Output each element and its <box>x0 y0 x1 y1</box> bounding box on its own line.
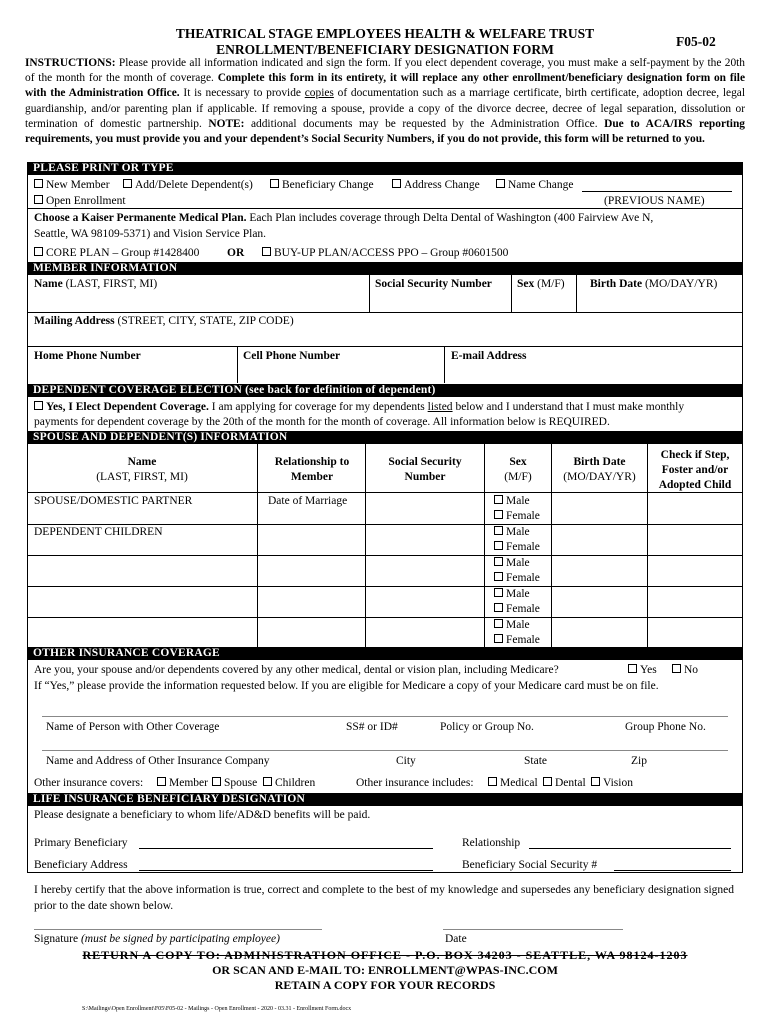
col-header-name-sub: (LAST, FIRST, MI) <box>96 471 188 483</box>
home-phone-label: Home Phone Number <box>34 350 141 362</box>
plan-or-label: OR <box>227 247 245 259</box>
signature-label: Signature (must be signed by participating employee) <box>34 933 280 945</box>
date-of-marriage-label: Date of Marriage <box>268 495 348 507</box>
col-header-step-child: Check if Step, <box>660 449 730 461</box>
other-coverage-line-2[interactable] <box>42 750 728 751</box>
relationship-line[interactable] <box>529 848 731 849</box>
insurance-covers-label: Other insurance covers: <box>34 777 144 789</box>
relationship-label: Relationship <box>462 837 521 849</box>
instructions-replace-note: Complete this form in its entirety, it will replace any other enrollment/beneficiary designation form on file with the Administration Office. <box>25 72 745 100</box>
divider <box>27 586 743 587</box>
life-insurance-section-header: LIFE INSURANCE BENEFICIARY DESIGNATION <box>27 793 743 806</box>
state-label: State <box>524 755 547 767</box>
col-header-relationship: Relationship to <box>274 456 350 468</box>
spouse-row-label: SPOUSE/DOMESTIC PARTNER <box>34 495 193 507</box>
child3-male-checkbox[interactable]: Male <box>494 587 530 601</box>
col-header-step-child-3: Adopted Child <box>658 479 732 491</box>
instructions-copies: copies <box>304 87 334 100</box>
member-ssn-label: Social Security Number <box>375 278 492 290</box>
divider <box>27 617 743 618</box>
designate-beneficiary-text: Please designate a beneficiary to whom life/AD&D benefits will be paid. <box>34 809 371 821</box>
certification-text: I hereby certify that the above information is true, correct and complete to the best of my knowledge and supersedes any beneficiary designation signed prior to the date shown below. <box>34 884 734 912</box>
new-member-checkbox[interactable]: New Member <box>34 178 110 192</box>
col-header-name: Name <box>127 456 157 468</box>
col-header-sex: Sex <box>509 456 527 468</box>
divider <box>27 492 743 493</box>
primary-beneficiary-line[interactable] <box>139 848 433 849</box>
address-change-checkbox[interactable]: Address Change <box>392 178 480 192</box>
cell-phone-label: Cell Phone Number <box>243 350 341 362</box>
dependent-election-text: payments for dependent coverage by the 20th of the month for the month of coverage. All information below is REQUIRED. <box>34 416 610 428</box>
elect-dependent-coverage-checkbox[interactable]: Yes, I Elect Dependent Coverage. I am applying for coverage for my dependents listed below and I understand that I must make monthly <box>34 400 684 414</box>
plan-choice-text-2: Seattle, WA 98109-5371) and Vision Service Plan. <box>34 228 267 240</box>
company-name-address-label: Name and Address of Other Insurance Company <box>46 755 270 767</box>
beneficiary-ssn-line[interactable] <box>614 870 731 871</box>
col-header-step-child-2: Foster and/or <box>661 464 729 476</box>
divider <box>576 275 577 312</box>
form-title-line2: ENROLLMENT/BENEFICIARY DESIGNATION FORM <box>216 42 554 57</box>
col-header-birth: Birth Date <box>573 456 626 468</box>
member-sex-label: Sex (M/F) <box>517 278 565 290</box>
beneficiary-address-label: Beneficiary Address <box>34 859 128 871</box>
retain-copy-note: RETAIN A COPY FOR YOUR RECORDS <box>274 978 496 992</box>
child4-male-checkbox[interactable]: Male <box>494 618 530 632</box>
mailing-address-label: Mailing Address (STREET, CITY, STATE, ZIP CODE) <box>34 315 294 327</box>
beneficiary-change-checkbox[interactable]: Beneficiary Change <box>270 178 374 192</box>
divider <box>369 275 370 312</box>
includes-vision-checkbox[interactable]: Vision <box>591 776 633 790</box>
divider <box>27 312 743 313</box>
child1-male-checkbox[interactable]: Male <box>494 525 530 539</box>
other-insurance-section-header: OTHER INSURANCE COVERAGE <box>27 647 743 660</box>
city-label: City <box>396 755 416 767</box>
ss-id-label: SS# or ID# <box>346 721 398 733</box>
divider <box>444 346 445 383</box>
email-label: E-mail Address <box>451 350 527 362</box>
instructions-text: of documentation such as a marriage certificate, birth certificate, adoption decree, legal guardianship, and/or parenting plan if applicable. If removing a spouse, provide a copy of the divorce decree, decree of legal separation, dissolution or termination of domestic partnership. <box>25 87 745 130</box>
child3-female-checkbox[interactable]: Female <box>494 602 540 616</box>
email-instruction: OR SCAN AND E-MAIL TO: ENROLLMENT@WPAS-INC.COM <box>212 963 558 977</box>
policy-group-label: Policy or Group No. <box>440 721 534 733</box>
previous-name-label: (PREVIOUS NAME) <box>604 195 705 207</box>
col-header-sex-sub: (M/F) <box>504 471 532 483</box>
group-phone-label: Group Phone No. <box>625 721 706 733</box>
add-delete-dependent-checkbox[interactable]: Add/Delete Dependent(s) <box>123 178 253 192</box>
signature-line[interactable] <box>34 929 322 930</box>
buyup-plan-checkbox[interactable]: BUY-UP PLAN/ACCESS PPO – Group #0601500 <box>262 246 508 260</box>
core-plan-checkbox[interactable]: CORE PLAN – Group #1428400 <box>34 246 199 260</box>
date-line[interactable] <box>443 929 623 930</box>
plan-choice-text: Choose a Kaiser Permanente Medical Plan. Each Plan includes coverage through Delta Dental of Washington (400 Fairview Ave N, <box>34 212 654 224</box>
name-of-person-label: Name of Person with Other Coverage <box>46 721 220 733</box>
child4-female-checkbox[interactable]: Female <box>494 633 540 647</box>
form-title-line1: THEATRICAL STAGE EMPLOYEES HEALTH & WELFARE TRUST <box>175 26 595 41</box>
form-number: F05-02 <box>676 34 716 49</box>
other-insurance-if-yes: If “Yes,” please provide the information requested below. If you are eligible for Medicare a copy of your Medicare card must be on file. <box>34 680 659 692</box>
other-insurance-no-checkbox[interactable]: No <box>672 663 698 677</box>
child2-male-checkbox[interactable]: Male <box>494 556 530 570</box>
open-enrollment-checkbox[interactable]: Open Enrollment <box>34 194 126 208</box>
other-insurance-question: Are you, your spouse and/or dependents covered by any other medical, dental or vision plan, including Medicare? <box>34 664 559 676</box>
col-header-ssn-sub: Number <box>404 471 446 483</box>
instructions-text: additional documents may be requested by the Administration Office. <box>244 117 605 130</box>
covers-spouse-checkbox[interactable]: Spouse <box>212 776 257 790</box>
instructions-text: Please provide all information indicated and sign the form. If you elect dependent coverage, you must make a self-payment by the 20th of the month for the month of coverage. <box>25 57 745 85</box>
covers-member-checkbox[interactable]: Member <box>157 776 208 790</box>
instructions-paragraph <box>25 56 745 147</box>
zip-label: Zip <box>631 755 647 767</box>
covers-children-checkbox[interactable]: Children <box>263 776 315 790</box>
other-coverage-line-1[interactable] <box>42 716 728 717</box>
name-change-checkbox[interactable]: Name Change <box>496 178 573 192</box>
date-label: Date <box>445 933 467 945</box>
print-type-section-header: PLEASE PRINT OR TYPE <box>27 162 743 175</box>
includes-dental-checkbox[interactable]: Dental <box>543 776 586 790</box>
document-path: S:\Mailings\Open Enrollment\F05\F05-02 - Mailings - Open Enrollment - 2020 - 03.31 - Enrollment Form.docx <box>82 1006 352 1012</box>
child1-female-checkbox[interactable]: Female <box>494 540 540 554</box>
divider <box>27 872 743 873</box>
divider <box>27 555 743 556</box>
member-info-section-header: MEMBER INFORMATION <box>27 262 743 275</box>
includes-medical-checkbox[interactable]: Medical <box>488 776 538 790</box>
instructions-label: INSTRUCTIONS: <box>25 57 116 69</box>
beneficiary-address-line[interactable] <box>139 870 433 871</box>
divider <box>511 275 512 312</box>
divider <box>237 346 238 383</box>
return-address: RETURN A COPY TO: ADMINISTRATION OFFICE - P.O. BOX 34203 - SEATTLE, WA 98124-1203 <box>82 948 688 962</box>
other-insurance-yes-checkbox[interactable]: Yes <box>628 663 657 677</box>
child2-female-checkbox[interactable]: Female <box>494 571 540 585</box>
instructions-ssn-requirement: Due to ACA/IRS reporting requirements, you must provide you and your dependent’s Social Security Numbers, if you do not provide, this form will be returned to you. <box>25 117 745 146</box>
insurance-includes-label: Other insurance includes: <box>356 777 474 789</box>
divider <box>27 346 743 347</box>
spouse-male-checkbox[interactable]: Male <box>494 494 530 508</box>
primary-beneficiary-label: Primary Beneficiary <box>34 837 128 849</box>
instructions-text: It is necessary to provide <box>179 87 305 100</box>
spouse-dependent-section-header: SPOUSE AND DEPENDENT(S) INFORMATION <box>27 431 743 444</box>
beneficiary-ssn-label: Beneficiary Social Security # <box>462 859 598 871</box>
member-birth-date-label: Birth Date (MO/DAY/YR) <box>590 278 718 290</box>
col-header-birth-sub: (MO/DAY/YR) <box>563 471 636 483</box>
col-header-relationship-sub: Member <box>290 471 334 483</box>
spouse-female-checkbox[interactable]: Female <box>494 509 540 523</box>
instructions-note-label: NOTE: <box>208 117 245 130</box>
member-name-label: Name (LAST, FIRST, MI) <box>34 278 158 290</box>
dependent-election-section-header: DEPENDENT COVERAGE ELECTION (see back for definition of dependent) <box>27 384 743 397</box>
divider <box>27 208 743 209</box>
previous-name-line[interactable] <box>582 191 732 192</box>
dependent-children-label: DEPENDENT CHILDREN <box>34 526 163 538</box>
col-header-ssn: Social Security <box>388 456 462 468</box>
